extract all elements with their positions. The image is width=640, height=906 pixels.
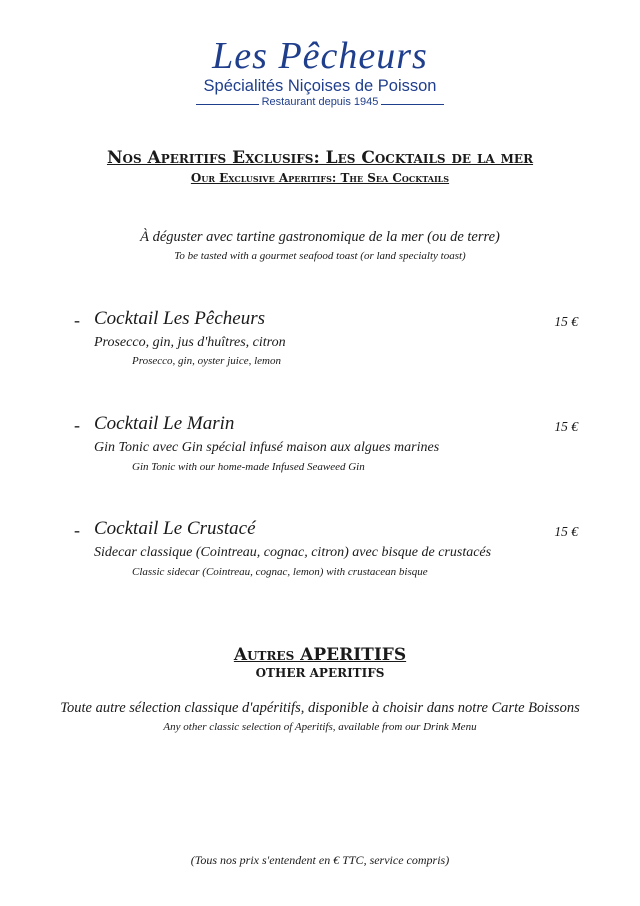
intro-en: To be tasted with a gourmet seafood toast (or land specialty toast) [174,250,466,262]
logo-tagline: Spécialités Niçoises de Poisson [203,77,437,95]
logo-name: Les Pêcheurs [212,35,428,77]
item-price: 15 € [554,419,578,434]
item-name: Le Marin [163,413,235,434]
intro-fr: À déguster avec tartine gastronomique de la mer (ou de terre) [140,229,500,245]
logo-since: Restaurant depuis 1945 [0,96,640,108]
price-footnote: (Tous nos prix s'entendent en € TTC, service compris) [190,853,450,867]
other-aperitifs-text-fr: Toute autre sélection classique d'apéritifs, disponible à choisir dans notre Carte Boissons [60,700,580,716]
other-aperitifs-text-en: Any other classic selection of Aperitifs, available from our Drink Menu [163,721,477,733]
menu-item-title [94,308,265,330]
item-desc-en: Gin Tonic with our home-made Infused Seaweed Gin [132,461,365,473]
item-price: 15 € [554,314,578,329]
item-dash: - [74,415,80,435]
section-title-en: Our Exclusive Aperitifs: The Sea Cocktails [190,171,450,185]
item-desc-en: Prosecco, gin, oyster juice, lemon [132,355,281,367]
item-prefix: Cocktail [94,518,159,539]
item-desc-fr: Gin Tonic avec Gin spécial infusé maison aux algues marines [94,440,440,455]
other-aperitifs-title-en: OTHER APERITIFS [255,666,385,680]
menu-item-title [94,413,234,435]
other-aperitifs-title-fr: Autres APERITIFS [233,645,407,665]
section-title-fr: Nos Aperitifs Exclusifs: Les Cocktails de la mer [106,148,534,168]
item-dash: - [74,310,80,330]
item-dash: - [74,520,80,540]
menu-item-title [94,518,256,540]
item-prefix: Cocktail [94,413,159,434]
item-desc-fr: Sidecar classique (Cointreau, cognac, citron) avec bisque de crustacés [94,545,492,560]
item-desc-en: Classic sidecar (Cointreau, cognac, lemon) with crustacean bisque [132,566,428,578]
item-prefix: Cocktail [94,308,159,329]
item-desc-fr: Prosecco, gin, jus d'huîtres, citron [94,335,286,350]
item-price: 15 € [554,524,578,539]
item-name: Les Pêcheurs [163,308,265,329]
item-name: Le Crustacé [163,518,256,539]
